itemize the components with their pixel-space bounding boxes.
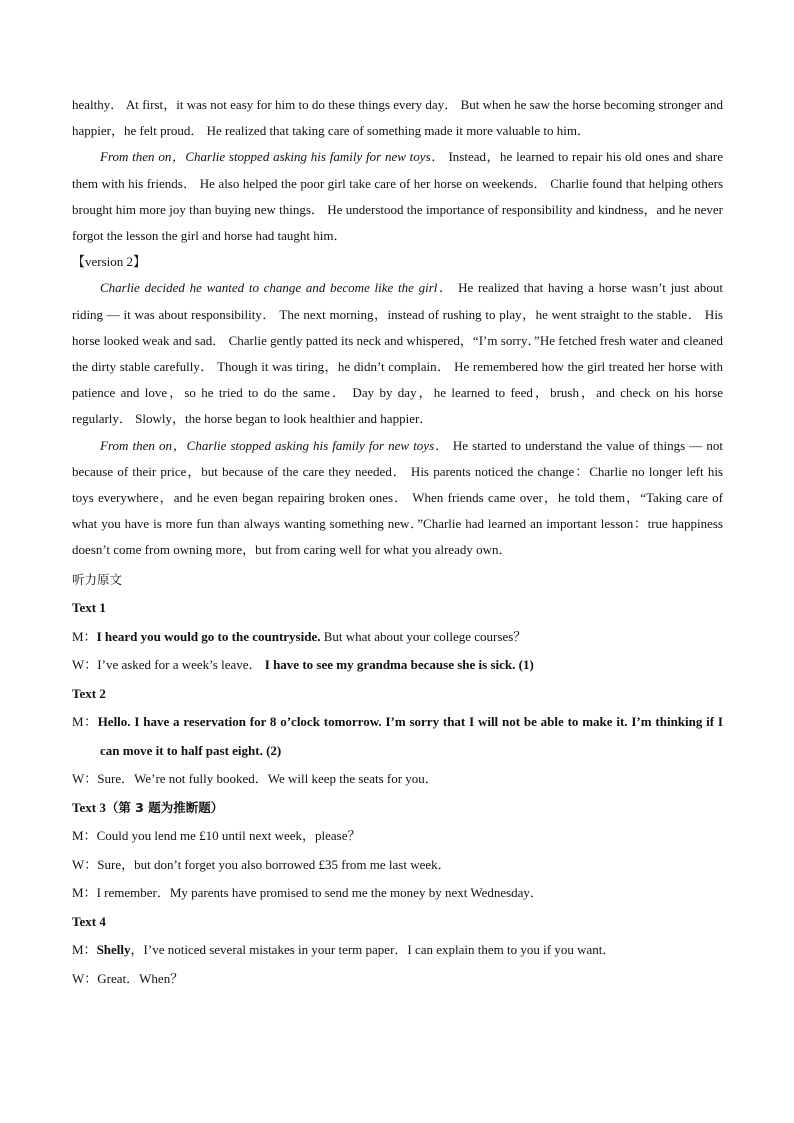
speaker-label: M： xyxy=(72,628,97,644)
bold-name: Shelly xyxy=(96,942,131,958)
text-3-man-line-1 xyxy=(72,822,723,851)
dialogue-text: ，I’ve noticed several mistakes in your term paper．I can explain them to you if you want． xyxy=(130,942,616,958)
story-paragraph-1 xyxy=(72,92,723,144)
paragraph-text: healthy． At first，it was not easy for him to do these things every day． But when he saw the horse becoming stronger and happier，he felt proud． He realized that taking care of something made it more valuable to him． xyxy=(72,97,723,139)
text-3-woman-line xyxy=(72,851,723,880)
story-paragraph-4 xyxy=(72,433,723,564)
story-paragraph-3 xyxy=(72,275,723,432)
bold-answer: I have to see my grandma because she is sick. (1) xyxy=(261,657,534,673)
speaker-label: M： xyxy=(72,942,97,958)
heading-note: （第 3 题为推断题） xyxy=(105,799,224,815)
text-1-woman-line xyxy=(72,651,723,680)
speaker-label: W： xyxy=(72,771,98,787)
text-3-heading xyxy=(72,794,723,823)
speaker-label: M： xyxy=(72,828,97,844)
speaker-label: W： xyxy=(72,970,98,986)
version-label xyxy=(72,249,723,275)
text-2-heading: Text 2 xyxy=(72,685,106,701)
dialogue-text: Sure．We’re not fully booked．We will keep the seats for you． xyxy=(97,771,438,787)
transcript-title: 听力原文 xyxy=(72,571,123,587)
story-paragraph-2 xyxy=(72,144,723,249)
paragraph-text: He started to understand the value of things — not because of their price，but because of the care they needed． His parents noticed the change：Charlie no longer left his toys everywhere，and he even began repairing broken ones． When friends came over，he told them，“Taking care of what you have is more fun than always wanting something new．”Charlie had learned an important lesson：true happiness doesn’t come from owning more，but from caring well for what you already own． xyxy=(72,437,723,558)
document-page xyxy=(72,92,723,993)
dialogue-text: Great．When？ xyxy=(97,970,184,986)
paragraph-text: Instead，he learned to repair his old ones and share them with his friends． He also helped the poor girl take care of her horse on weekends． Charlie found that helping others brought him more joy than buying new things． He understood the importance of responsibility and kindness，and he never forgot the lesson the girl and horse had taught him． xyxy=(72,149,723,244)
paragraph-text: He realized that having a horse wasn’t just about riding — it was about responsibility． The next morning，instead of rushing to play，he went straight to the stable． His horse looked weak and sad． Charlie gently patted its neck and whispered，“I’m sorry．”He fetched fresh water and cleaned the dirty stable carefully． Though it was tiring，he didn’t complain． He remembered how the girl treated her horse with patience and love，so he tried to do the same． Day by day，he learned to feed，brush，and check on his horse regularly． Slowly，the horse began to look healthier and happier． xyxy=(72,280,723,427)
text-2-man-line xyxy=(72,708,723,765)
bold-answer: Hello. I have a reservation for 8 o’clock tomorrow. I’m sorry that I will not be able to make it. I’m thinking if I can move it to half past eight. (2) xyxy=(97,714,723,758)
speaker-label: W： xyxy=(72,856,98,872)
text-4-woman-line xyxy=(72,965,723,994)
italic-sentence: From then on，Charlie stopped asking his family for new toys． xyxy=(100,437,449,453)
dialogue-text: Could you lend me £10 until next week，please？ xyxy=(96,828,361,844)
text-1-heading: Text 1 xyxy=(72,600,106,616)
italic-sentence: Charlie decided he wanted to change and become like the girl． xyxy=(100,280,454,296)
text-3-man-line-2 xyxy=(72,879,723,908)
italic-sentence: From then on，Charlie stopped asking his family for new toys． xyxy=(100,149,445,165)
version-label-text: 【version 2】 xyxy=(72,254,147,270)
text-4-man-line xyxy=(72,936,723,965)
text-4-heading: Text 4 xyxy=(72,913,106,929)
dialogue-text: I remember．My parents have promised to send me the money by next Wednesday． xyxy=(96,885,543,901)
dialogue-text: But what about your college courses？ xyxy=(320,628,527,644)
speaker-label: W： xyxy=(72,657,98,673)
speaker-label: M： xyxy=(72,885,97,901)
dialogue-text: I’ve asked for a week’s leave． xyxy=(97,657,262,673)
heading-text: Text 3 xyxy=(72,799,106,815)
dialogue-text: Sure，but don’t forget you also borrowed £35 from me last week． xyxy=(97,856,451,872)
text-1-man-line xyxy=(72,623,723,652)
text-2-woman-line xyxy=(72,765,723,794)
speaker-label: M： xyxy=(72,714,98,730)
bold-answer: I heard you would go to the countryside. xyxy=(96,628,321,644)
